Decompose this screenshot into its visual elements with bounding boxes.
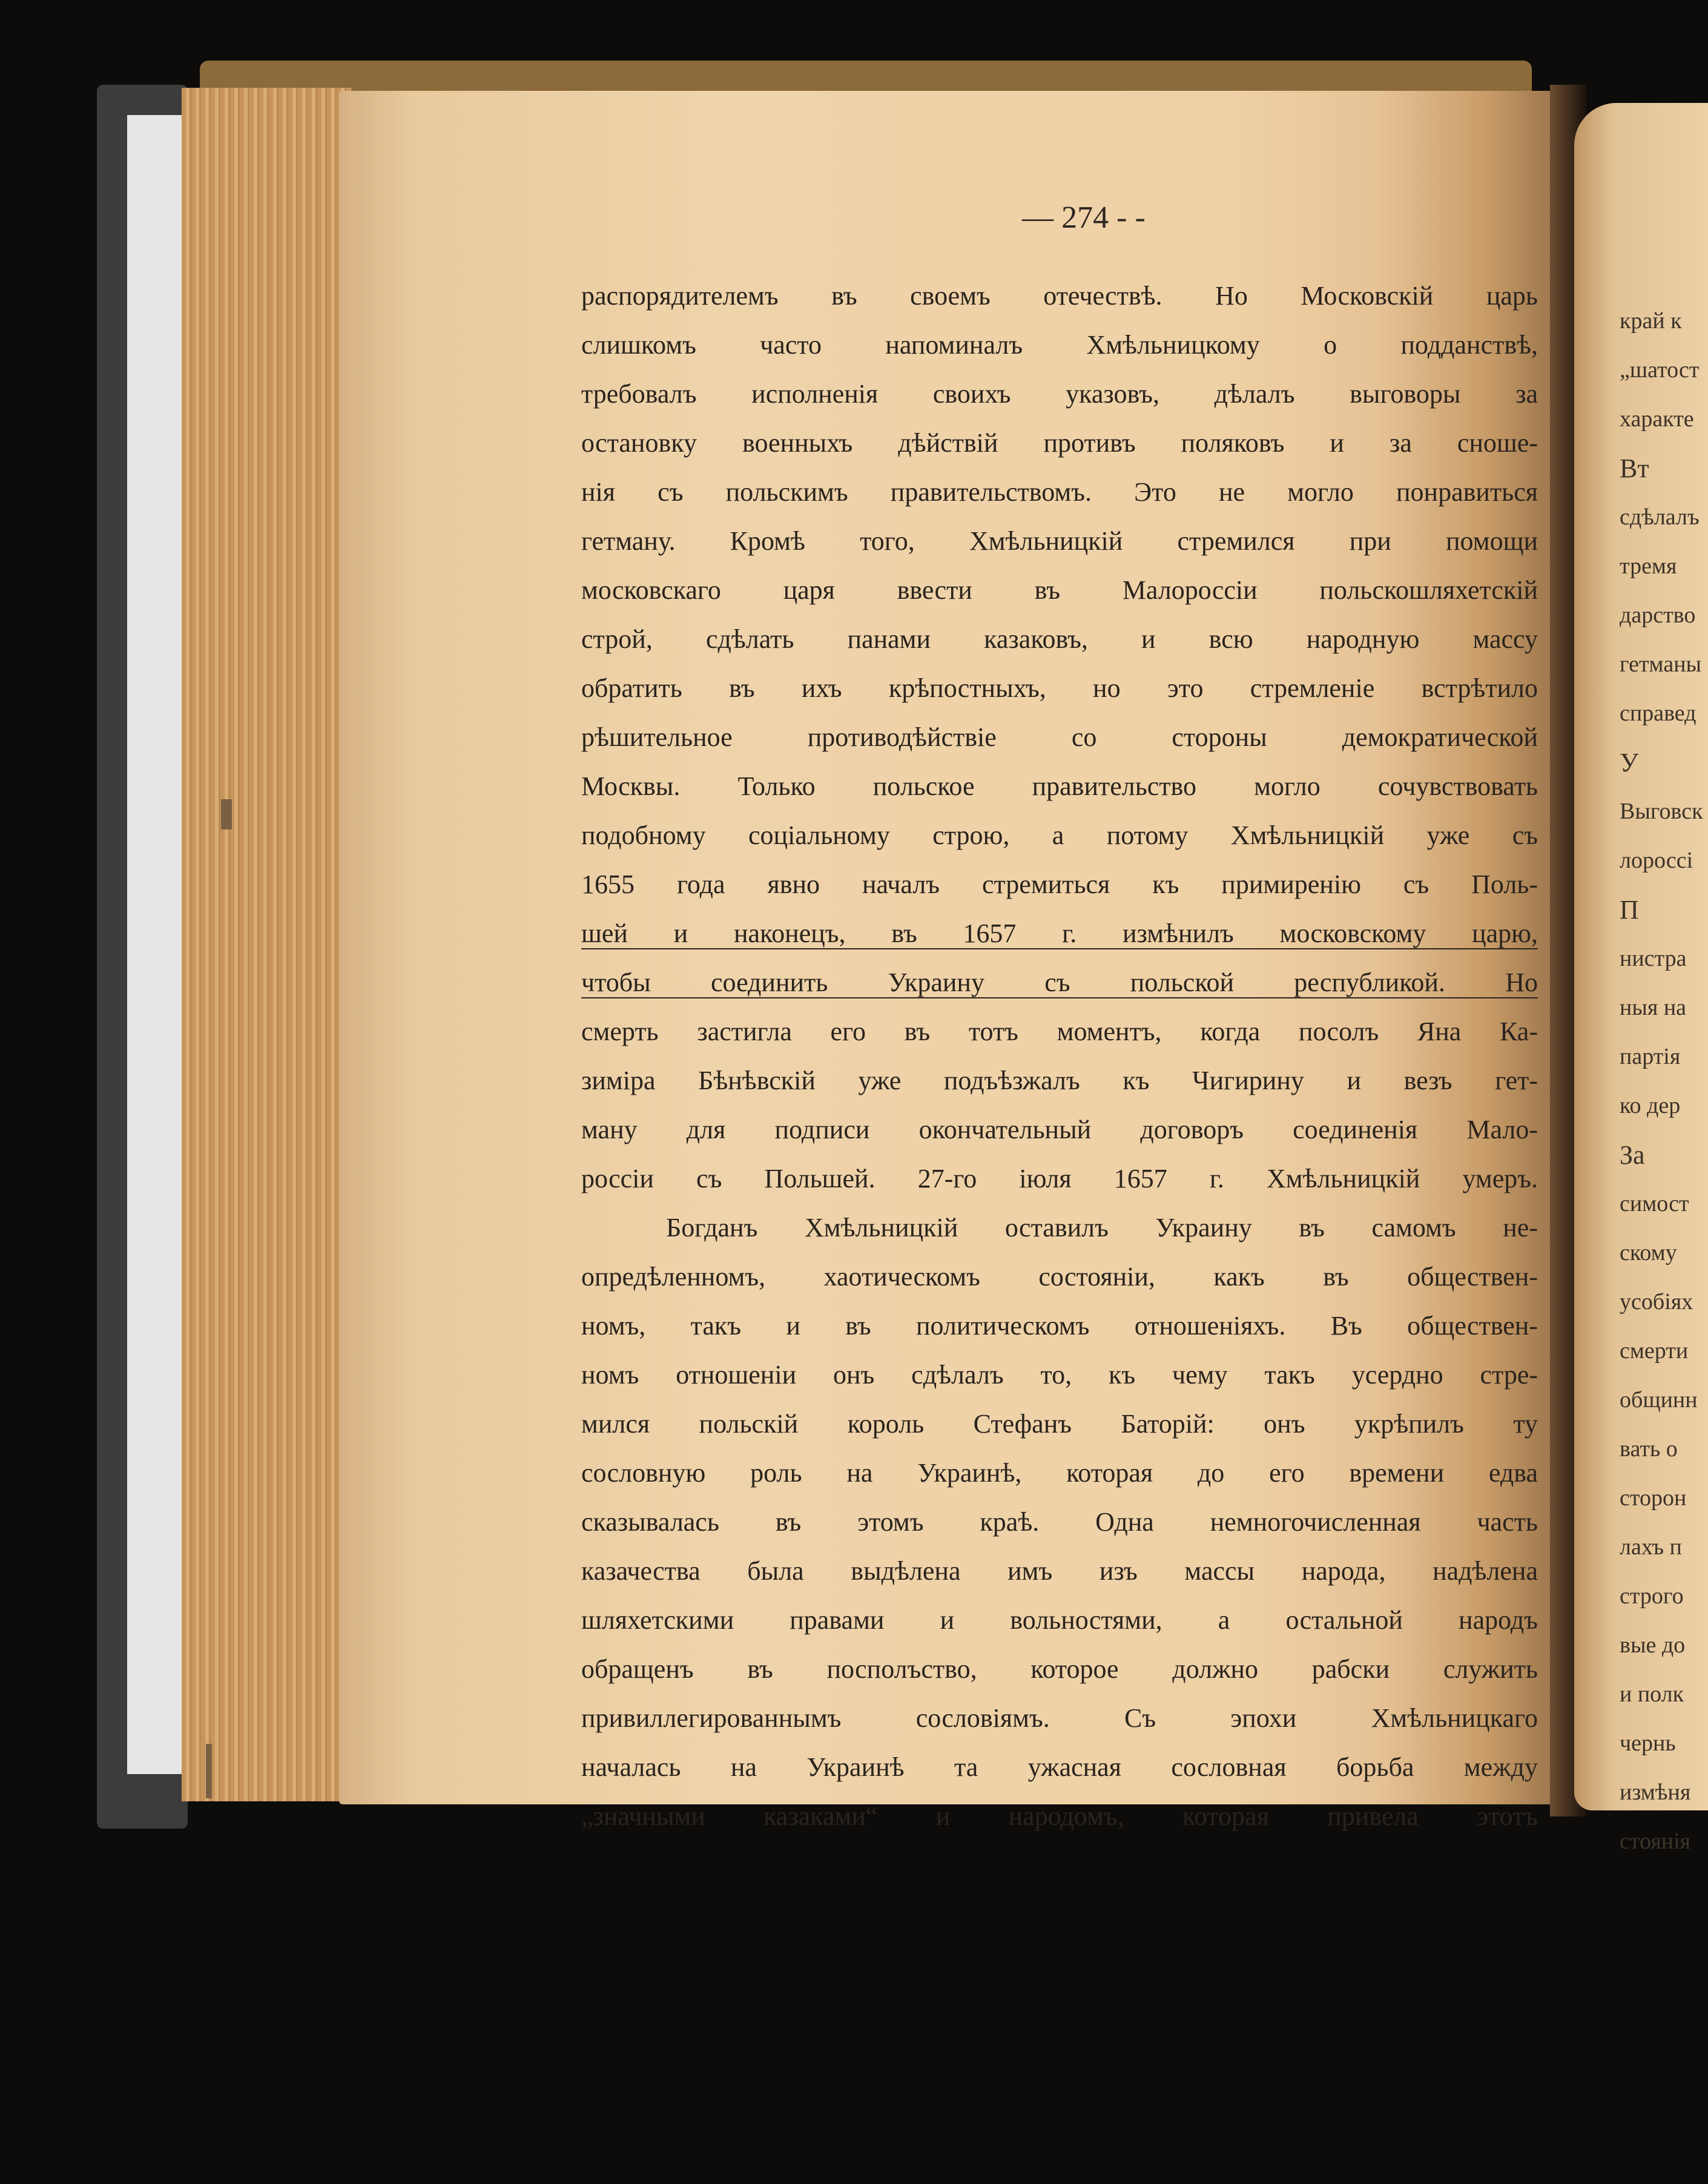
facing-text-fragment: „шатост bbox=[1620, 357, 1700, 383]
text-line: зиміра Бѣнѣвскій уже подъѣзжалъ къ Чигирину и везъ гет- bbox=[581, 1066, 1538, 1095]
text-line: нія съ польскимъ правительствомъ. Это не могло понравиться bbox=[581, 477, 1538, 507]
text-line: началась на Украинѣ та ужасная сословная борьба между bbox=[581, 1752, 1538, 1782]
facing-text-fragment: дарство bbox=[1620, 602, 1696, 628]
facing-text-fragment: гетманы bbox=[1620, 652, 1702, 677]
facing-text-fragment: нистра bbox=[1620, 946, 1687, 971]
facing-text-fragment: сдѣлалъ bbox=[1620, 504, 1700, 530]
facing-text-fragment: край к bbox=[1620, 308, 1682, 334]
page-number: — 274 - - bbox=[1022, 200, 1146, 235]
facing-text-fragment: скому bbox=[1620, 1240, 1677, 1265]
facing-text-fragment: и полк bbox=[1620, 1681, 1684, 1707]
text-line: Москвы. Только польское правительство могло сочувствовать bbox=[581, 771, 1538, 801]
text-line: распорядителемъ въ своемъ отечествѣ. Но Московскій царь bbox=[581, 281, 1538, 311]
text-line: мился польскій король Стефанъ Баторій: онъ укрѣпилъ ту bbox=[581, 1409, 1538, 1439]
facing-page-text bbox=[1620, 297, 1708, 1866]
text-line: казачества была выдѣлена имъ изъ массы народа, надѣлена bbox=[581, 1556, 1538, 1586]
text-line: шляхетскими правами и вольностями, а остальной народъ bbox=[581, 1605, 1538, 1635]
text-line: номъ отношеніи онъ сдѣлалъ то, къ чему такъ усердно стре- bbox=[581, 1360, 1538, 1390]
facing-text-fragment: вые до bbox=[1620, 1632, 1686, 1658]
text-line: обращенъ въ посполъство, которое должно рабски служить bbox=[581, 1654, 1538, 1684]
facing-text-fragment: ко дер bbox=[1620, 1093, 1681, 1118]
facing-text-fragment: измѣня bbox=[1620, 1780, 1691, 1805]
facing-text-fragment: смерти bbox=[1620, 1338, 1689, 1364]
facing-text-fragment: справед bbox=[1620, 701, 1696, 726]
facing-text-fragment: характе bbox=[1620, 406, 1694, 432]
facing-text-fragment: усобіях bbox=[1620, 1289, 1693, 1315]
facing-text-fragment: лороссі bbox=[1620, 848, 1693, 873]
facing-text-fragment: строго bbox=[1620, 1583, 1684, 1609]
text-line: „значными казаками“ и народомъ, которая привела этотъ bbox=[581, 1801, 1538, 1831]
text-line: шей и наконецъ, въ 1657 г. измѣнилъ московскому царю, bbox=[581, 919, 1538, 948]
text-line: смерть застигла его въ тотъ моментъ, когда посолъ Яна Ка- bbox=[581, 1017, 1538, 1046]
facing-text-fragment: общинн bbox=[1620, 1387, 1698, 1413]
facing-text-fragment: стоянія bbox=[1620, 1829, 1691, 1854]
facing-text-fragment: П bbox=[1620, 895, 1639, 925]
text-line: строй, сдѣлать панами казаковъ, и всю народную массу bbox=[581, 624, 1538, 654]
text-line: рѣшительное противодѣйствіе со стороны демократической bbox=[581, 722, 1538, 752]
page-tab-mark bbox=[206, 1744, 212, 1798]
text-line: требовалъ исполненія своихъ указовъ, дѣлалъ выговоры за bbox=[581, 379, 1538, 409]
text-line: номъ, такъ и въ политическомъ отношеніяхъ. Въ обществен- bbox=[581, 1311, 1538, 1341]
text-line: россіи съ Польшей. 27-го іюля 1657 г. Хмѣльницкій умеръ. bbox=[581, 1164, 1538, 1193]
text-line: остановку военныхъ дѣйствій противъ поляковъ и за сноше- bbox=[581, 428, 1538, 458]
facing-text-fragment: Выговск bbox=[1620, 799, 1703, 824]
facing-text-fragment: тремя bbox=[1620, 553, 1677, 579]
facing-text-fragment: У bbox=[1620, 748, 1639, 777]
text-line: слишкомъ часто напоминалъ Хмѣльницкому о подданствѣ, bbox=[581, 330, 1538, 360]
text-line: обратить въ ихъ крѣпостныхъ, но это стремленіе встрѣтило bbox=[581, 673, 1538, 703]
text-line: подобному соціальному строю, а потому Хмѣльницкій уже съ bbox=[581, 820, 1538, 850]
text-line: московскаго царя ввести въ Малороссіи польскошляхетскій bbox=[581, 575, 1538, 605]
text-line: привиллегированнымъ сословіямъ. Съ эпохи Хмѣльницкаго bbox=[581, 1703, 1538, 1733]
page-stack-edge bbox=[182, 88, 351, 1801]
facing-text-fragment: сторон bbox=[1620, 1485, 1687, 1511]
page-tab-mark bbox=[221, 799, 232, 830]
text-line: ману для подписи окончательный договоръ соединенія Мало- bbox=[581, 1115, 1538, 1144]
text-line: Богданъ Хмѣльницкій оставилъ Украину въ самомъ не- bbox=[666, 1213, 1538, 1242]
facing-text-fragment: За bbox=[1620, 1140, 1645, 1170]
facing-text-fragment: Вт bbox=[1620, 454, 1649, 483]
facing-text-fragment: вать о bbox=[1620, 1436, 1678, 1462]
facing-text-fragment: чернь bbox=[1620, 1730, 1676, 1756]
facing-text-fragment: симост bbox=[1620, 1191, 1689, 1216]
text-line: сословную роль на Украинѣ, которая до его времени едва bbox=[581, 1458, 1538, 1488]
facing-text-fragment: партія bbox=[1620, 1044, 1681, 1069]
page-text bbox=[581, 271, 1538, 1841]
text-line: опредѣленномъ, хаотическомъ состояніи, какъ въ обществен- bbox=[581, 1262, 1538, 1292]
text-line: 1655 года явно началъ стремиться къ примиренію съ Поль- bbox=[581, 869, 1538, 899]
facing-text-fragment: лахъ п bbox=[1620, 1534, 1682, 1560]
text-line: сказывалась въ этомъ краѣ. Одна немногочисленная часть bbox=[581, 1507, 1538, 1537]
facing-text-fragment: ныя на bbox=[1620, 995, 1687, 1020]
text-line: гетману. Кромѣ того, Хмѣльницкій стремился при помощи bbox=[581, 526, 1538, 556]
text-line: чтобы соединить Украину съ польской республикой. Но bbox=[581, 968, 1538, 997]
